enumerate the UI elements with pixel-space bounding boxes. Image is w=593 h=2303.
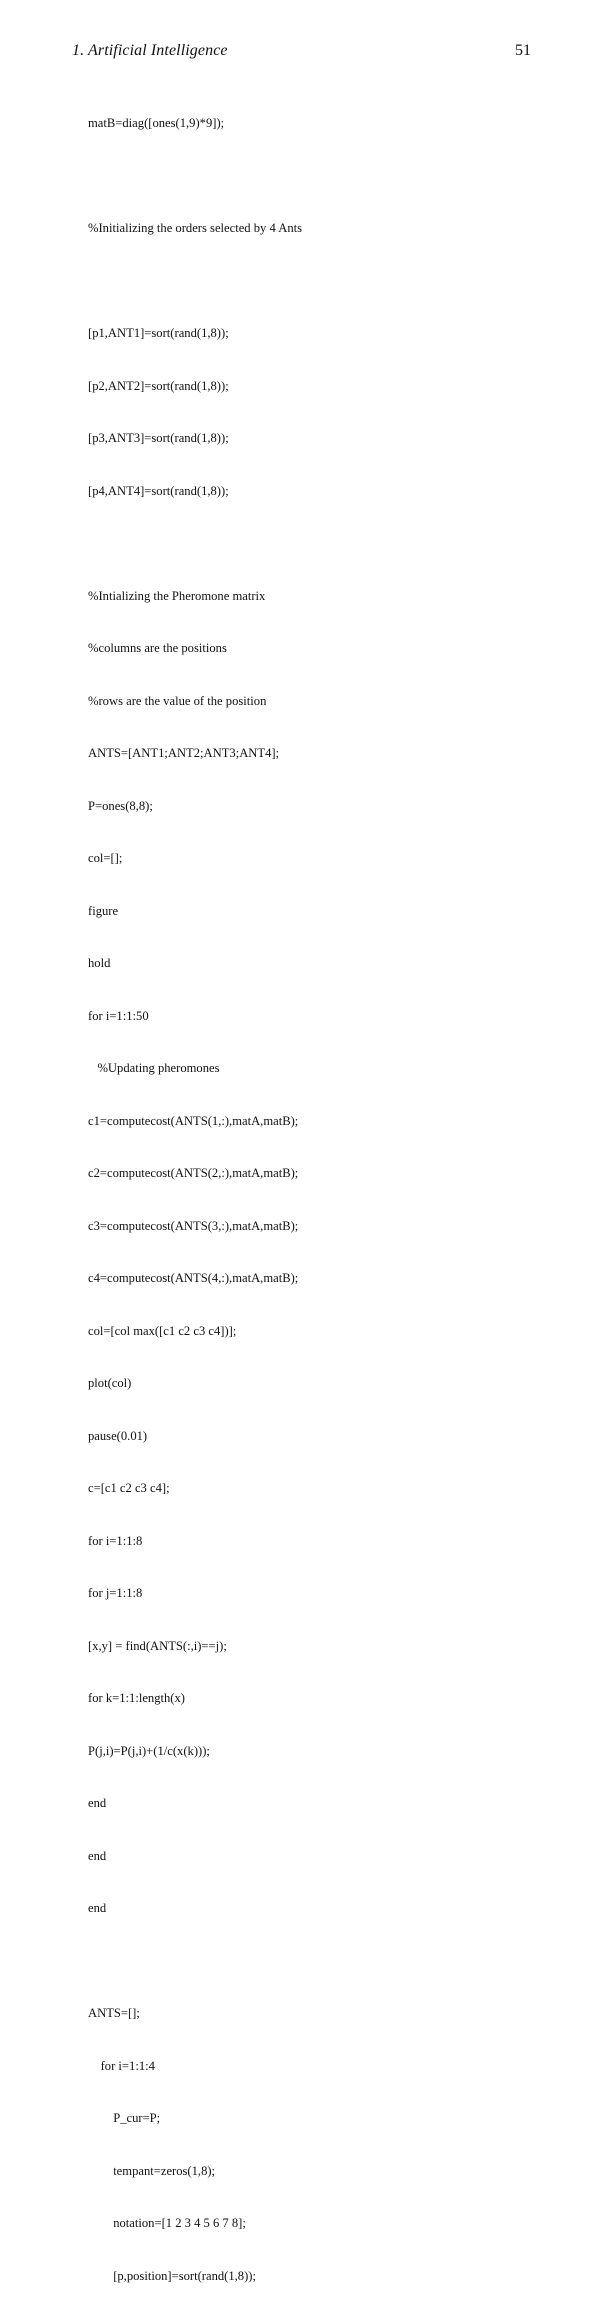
code-line: [p4,ANT4]=sort(rand(1,8)); <box>88 483 229 498</box>
code-line: P(j,i)=P(j,i)+(1/c(x(k))); <box>88 1743 210 1758</box>
code-line: end <box>88 1796 107 1810</box>
code-line: %Intializing the Pheromone matrix <box>88 588 266 603</box>
code-line: figure <box>88 903 119 918</box>
code-line: c2=computecost(ANTS(2,:),matA,matB); <box>88 1166 299 1180</box>
code-line: c=[c1 c2 c3 c4]; <box>88 1481 170 1495</box>
code-line: tempant=zeros(1,8); <box>88 2163 216 2178</box>
code-line: for k=1:1:length(x) <box>88 1691 185 1705</box>
code-line: ANTS=[ANT1;ANT2;ANT3;ANT4]; <box>88 746 280 760</box>
code-line: P_cur=P; <box>88 2111 161 2125</box>
code-line: notation=[1 2 3 4 5 6 7 8]; <box>88 2216 246 2230</box>
code-line: plot(col) <box>88 1376 132 1390</box>
code-line: col=[col max([c1 c2 c3 c4])]; <box>88 1323 237 1338</box>
code-line: P=ones(8,8); <box>88 798 153 813</box>
code-line: for i=1:1:4 <box>88 2058 155 2073</box>
code-line: pause(0.01) <box>88 1428 148 1443</box>
code-line: end <box>88 1901 107 1915</box>
code-line-blank <box>88 535 548 553</box>
code-line: c1=computecost(ANTS(1,:),matA,matB); <box>88 1113 299 1128</box>
running-head: 1. Artificial Intelligence <box>72 42 228 59</box>
code-line-blank <box>88 1953 548 1971</box>
code-line: %columns are the positions <box>88 641 227 655</box>
code-line: ANTS=[]; <box>88 2006 140 2020</box>
code-line: c4=computecost(ANTS(4,:),matA,matB); <box>88 1271 299 1285</box>
code-line: [x,y] = find(ANTS(:,i)==j); <box>88 1638 227 1653</box>
page-number: 51 <box>515 42 531 59</box>
code-line: end <box>88 1848 107 1863</box>
code-listing <box>88 80 548 2303</box>
code-line: for j=1:1:8 <box>88 1586 143 1600</box>
code-line: %rows are the value of the position <box>88 693 267 708</box>
code-line-blank <box>88 168 548 186</box>
code-line: %Updating pheromones <box>88 1061 220 1075</box>
code-line: for i=1:1:50 <box>88 1008 149 1023</box>
code-line: c3=computecost(ANTS(3,:),matA,matB); <box>88 1218 299 1233</box>
code-line: hold <box>88 956 111 970</box>
code-line-blank <box>88 273 548 291</box>
code-line: col=[]; <box>88 851 123 865</box>
code-line: %Initializing the orders selected by 4 Ants <box>88 221 303 235</box>
code-line: [p,position]=sort(rand(1,8)); <box>88 2268 256 2283</box>
code-line: matB=diag([ones(1,9)*9]); <box>88 116 225 130</box>
code-line: [p3,ANT3]=sort(rand(1,8)); <box>88 431 229 445</box>
code-line: [p2,ANT2]=sort(rand(1,8)); <box>88 378 229 393</box>
code-line: for i=1:1:8 <box>88 1533 143 1548</box>
code-line: [p1,ANT1]=sort(rand(1,8)); <box>88 326 229 340</box>
